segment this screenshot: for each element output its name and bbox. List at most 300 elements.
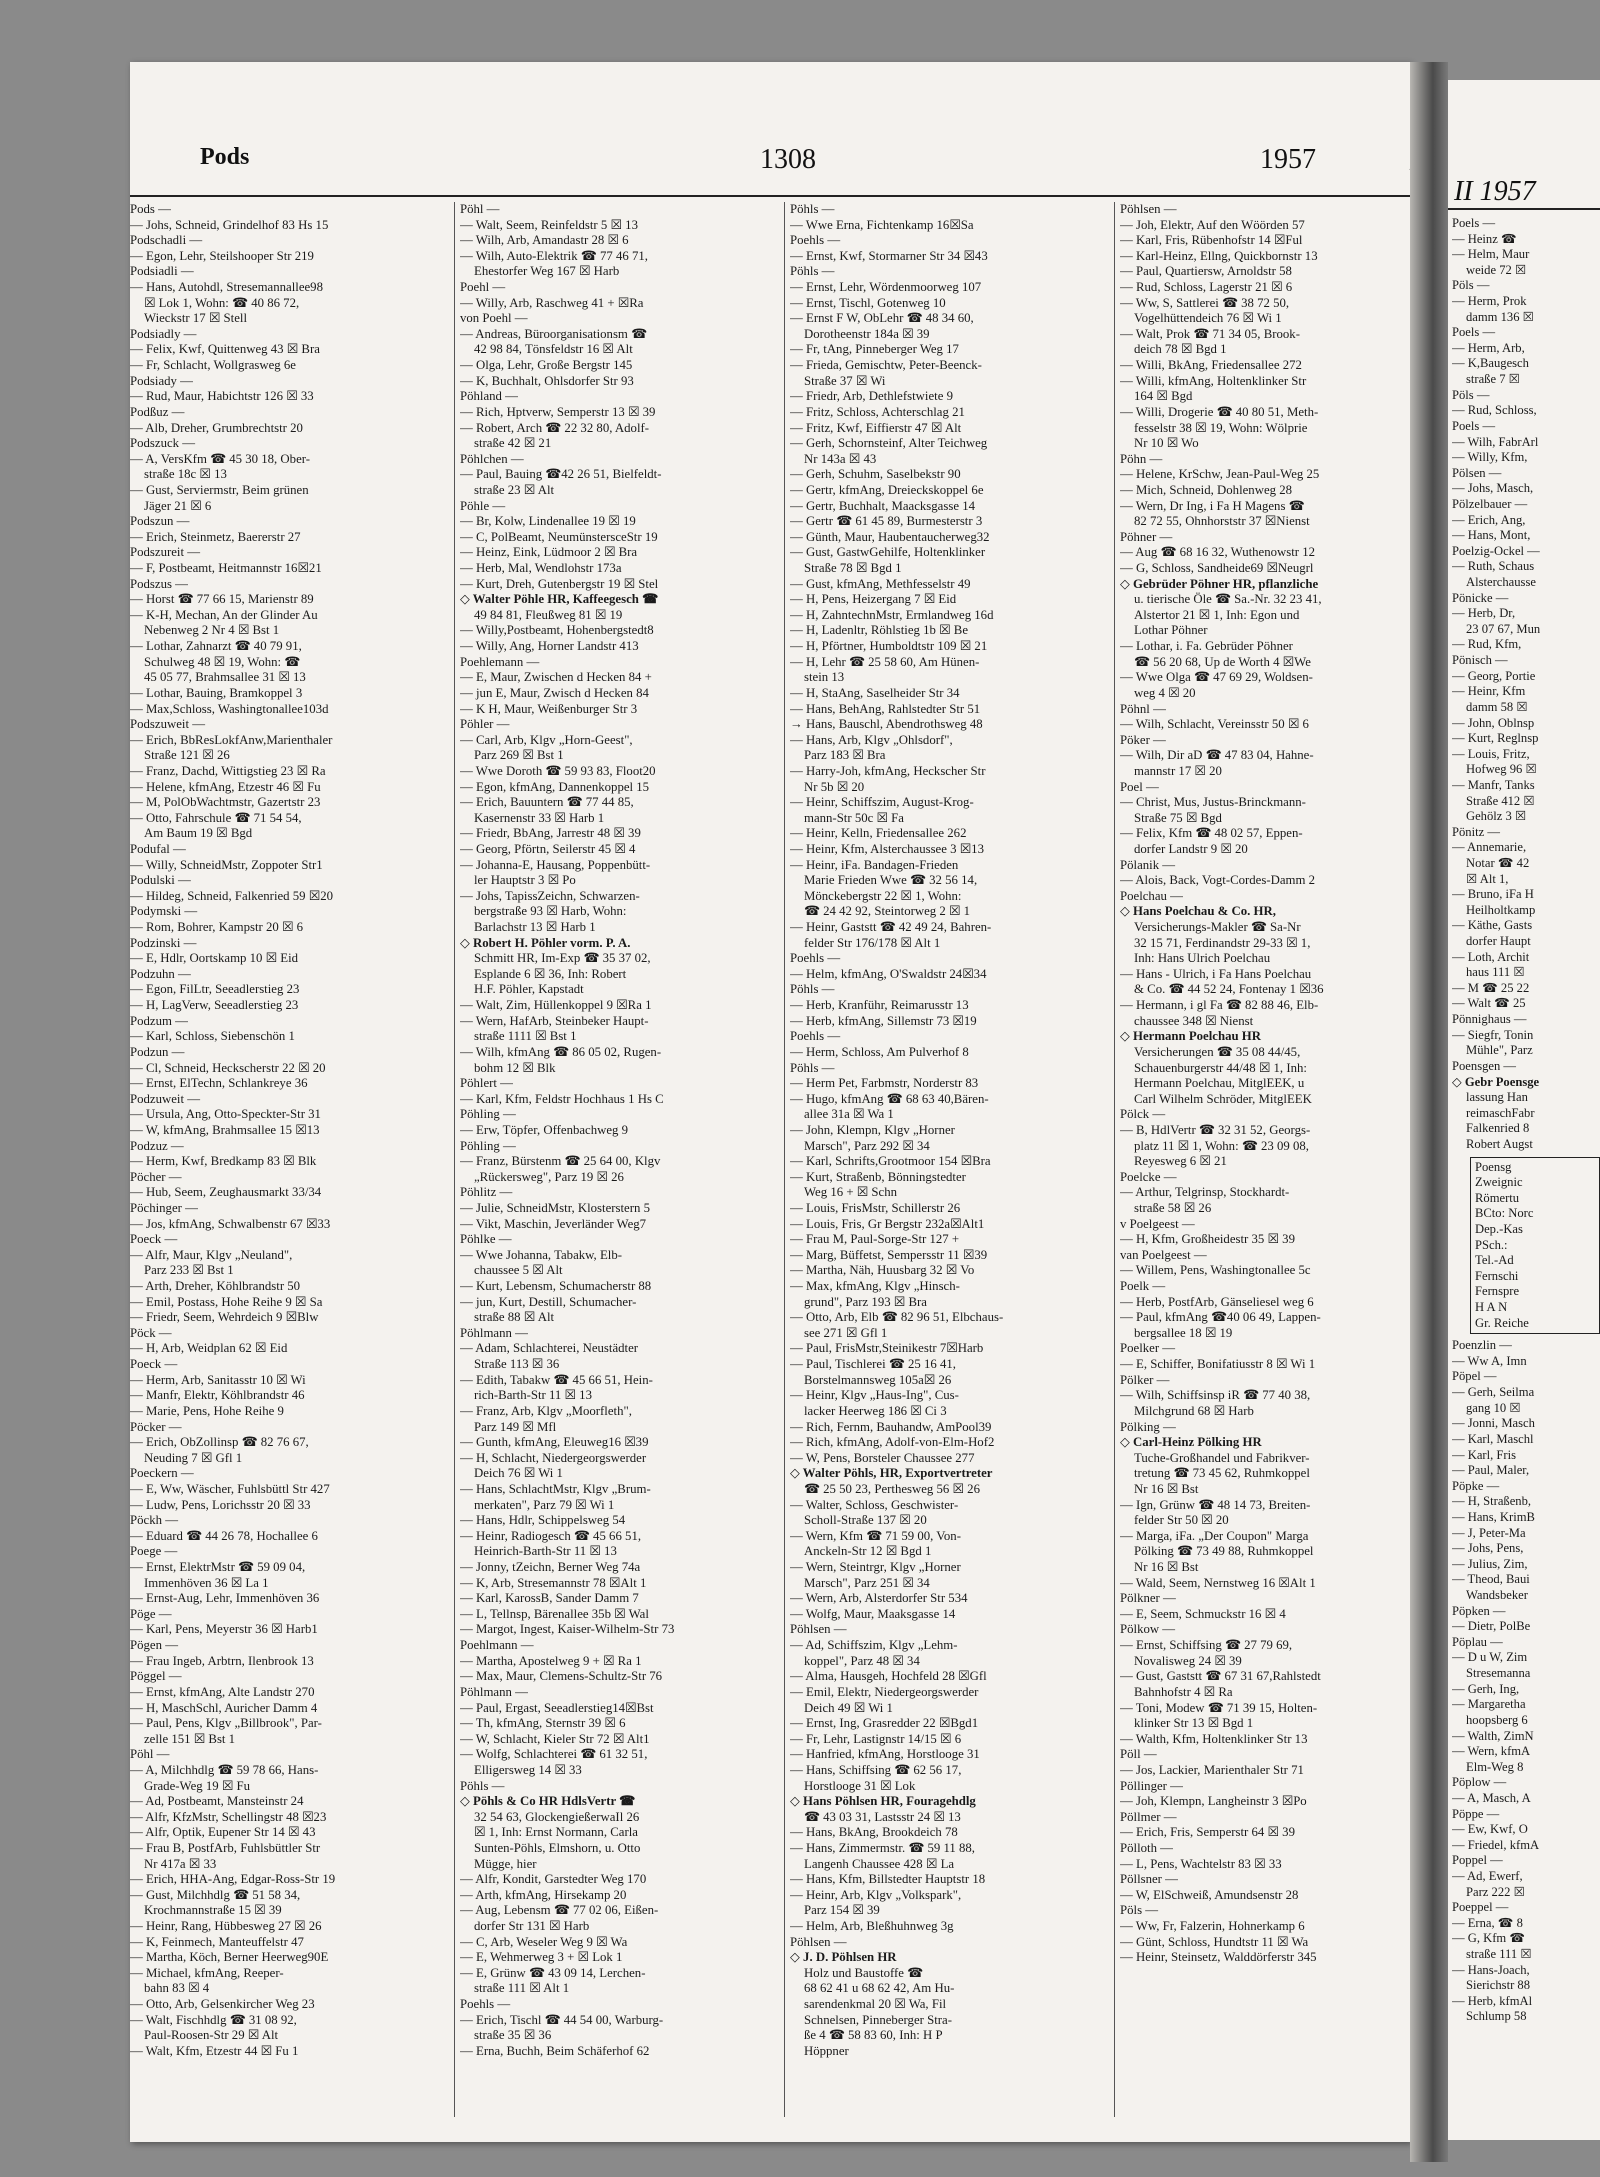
directory-entry-line: Pöhlitz — <box>460 1185 513 1200</box>
right-page-entries-after <box>1452 1338 1600 2025</box>
directory-entry-line: Pöchinger — <box>130 1201 198 1215</box>
directory-entry-line: Pöppe — <box>1452 1806 1500 1821</box>
directory-entry-line: weide 72 ☒ <box>1466 262 1527 277</box>
directory-entry-line: merkaten", Parz 79 ☒ Wi 1 <box>474 1497 615 1512</box>
directory-entry-line: — Herb, Kranführ, Reimarusstr 13 <box>790 998 969 1013</box>
directory-entry-line: ◇ Pöhls & Co HR HdlsVertr ☎ <box>460 1794 636 1809</box>
directory-entry-line: PSch.: <box>1475 1237 1508 1252</box>
directory-entry-line: Pöhlsen — <box>790 1934 847 1949</box>
directory-entry-line: straße 35 ☒ 36 <box>474 2028 552 2043</box>
directory-entry-line: — Arth, Dreher, Köhlbrandstr 50 <box>130 1279 301 1294</box>
directory-entry-line: hoopsberg 6 <box>1466 1712 1528 1727</box>
directory-entry-line: Borstelmannsweg 105a☒ 26 <box>804 1372 952 1387</box>
directory-entry-line: — Walt, Prok ☎ 71 34 05, Brook- <box>1120 326 1300 341</box>
directory-entry-line: Schauenburgerstr 44/48 ☒ 1, Inh: <box>1134 1060 1307 1075</box>
directory-entry-line: — Helm, Arb, Bleßhuhnweg 3g <box>790 1919 954 1934</box>
right-page-entries <box>1452 216 1600 1153</box>
directory-entry-line: — H, MaschSchl, Auricher Damm 4 <box>130 1700 318 1715</box>
directory-entry-line: — Karl, Schloss, Siebenschön 1 <box>130 1029 295 1044</box>
directory-entry-line: — Louis, Fris, Gr Bergstr 232a☒Alt1 <box>790 1216 985 1231</box>
directory-entry-line: Sierichstr 88 <box>1466 1978 1531 1993</box>
directory-entry-line: Pöplau — <box>1452 1634 1503 1649</box>
directory-entry-line: — Helm, kfmAng, O'Swaldstr 24☒34 <box>790 966 987 981</box>
directory-column-1 <box>130 202 448 2060</box>
directory-entry-line: — Gerh, Schornsteinf, Alter Teichweg <box>790 436 988 451</box>
directory-entry-line: — Alma, Hausgeh, Hochfeld 28 ☒Gfl <box>790 1669 987 1684</box>
directory-entry-line: Dep.-Kas <box>1475 1222 1523 1236</box>
directory-entry-line: ße 4 ☎ 58 83 60, Inh: H P <box>804 2028 943 2043</box>
directory-entry-line: — Willi, kfmAng, Holtenklinker Str <box>1120 373 1307 388</box>
directory-entry-line: — Walt ☎ 25 <box>1452 996 1526 1011</box>
directory-entry-line: — Gertr, Buchhalt, Maacksgasse 14 <box>790 498 975 513</box>
directory-entry-line: — Helene, kfmAng, Etzestr 46 ☒ Fu <box>130 779 321 794</box>
directory-entry-line: Mönckebergstr 22 ☒ 1, Wohn: <box>804 888 962 903</box>
directory-entry-line: — Martha, Apostelweg 9 + ☒ Ra 1 <box>460 1653 642 1668</box>
directory-entry-line: Poels — <box>1452 325 1496 340</box>
column-divider <box>454 202 455 2117</box>
directory-column-4 <box>1120 202 1438 1966</box>
directory-entry-line: Parz 233 ☒ Bst 1 <box>144 1263 234 1278</box>
directory-entry-line: Podszuweit — <box>130 717 206 732</box>
directory-entry-line: — Karl, Pens, Meyerstr 36 ☒ Harb1 <box>130 1622 318 1637</box>
directory-entry-line: — Rich, Fernm, Bauhandw, AmPool39 <box>790 1419 992 1434</box>
directory-entry-line: Podzun — <box>130 1044 185 1059</box>
directory-entry-line: — Ernst, Kwf, Stormarner Str 34 ☒43 <box>790 248 988 263</box>
directory-entry-line: Podulski — <box>130 873 191 888</box>
directory-entry-line: — M ☎ 25 22 <box>1452 980 1530 995</box>
directory-entry-line: — Julius, Zim, <box>1452 1556 1528 1571</box>
directory-entry-line: — J, Peter-Ma <box>1452 1525 1526 1540</box>
directory-entry-line: — Hans, SchlachtMstr, Klgv „Brum- <box>460 1481 651 1496</box>
directory-entry-line: — Manfr, Elektr, Köhlbrandstr 46 <box>130 1388 305 1403</box>
directory-entry-line: — Gerh, Seilma <box>1452 1385 1535 1400</box>
directory-entry-line: — Siegfr, Tonin <box>1452 1027 1534 1042</box>
directory-entry-line: — Heinr, Steinsetz, Walddörferstr 345 <box>1120 1950 1317 1965</box>
directory-entry-line: Straße 121 ☒ 26 <box>144 748 230 763</box>
directory-entry-line: Römertu <box>1475 1190 1520 1205</box>
directory-entry-line: Neuding 7 ☒ Gfl 1 <box>144 1450 243 1465</box>
directory-entry-line: Pöhl — <box>130 1747 170 1762</box>
directory-entry-line: — W, ElSchweiß, Amundsenstr 28 <box>1120 1887 1299 1902</box>
directory-entry-line: — Herm, Prok <box>1452 294 1527 309</box>
directory-entry-line: rich-Barth-Str 11 ☒ 13 <box>474 1388 592 1403</box>
directory-entry-line: — Gerh, Ing, <box>1452 1681 1520 1696</box>
directory-entry-line: — Gunth, kfmAng, Eleuweg16 ☒39 <box>460 1435 649 1450</box>
directory-entry-line: Dorotheenstr 184a ☒ 39 <box>804 326 930 341</box>
directory-entry-line: — Egon, FilLtr, Seeadlerstieg 23 <box>130 982 300 997</box>
directory-entry-line: — Johanna-E, Hausang, Poppenbütt- <box>460 857 651 872</box>
directory-entry-line: — Mich, Schneid, Dohlenweg 28 <box>1120 482 1293 497</box>
directory-entry-line: Pöhls — <box>790 982 835 997</box>
directory-entry-line: Pölking — <box>1120 1419 1176 1434</box>
directory-entry-line: bohm 12 ☒ Blk <box>474 1060 556 1075</box>
directory-entry-line: — Wwe Johanna, Tabakw, Elb- <box>460 1247 622 1262</box>
directory-entry-line: — Toni, Modew ☎ 71 39 15, Holten- <box>1120 1700 1318 1715</box>
directory-entry-line: Bahnhofstr 4 ☒ Ra <box>1134 1684 1233 1699</box>
directory-entry-line: — K, Buchhalt, Ohlsdorfer Str 93 <box>460 373 634 388</box>
directory-entry-line: Poeppel — <box>1452 1900 1509 1915</box>
directory-entry-line: see 271 ☒ Gfl 1 <box>804 1325 888 1340</box>
directory-entry-line: — Willem, Pens, Washingtonallee 5c <box>1120 1263 1311 1278</box>
directory-entry-line: Notar ☎ 42 <box>1466 855 1530 870</box>
directory-entry-line: Am Baum 19 ☒ Bgd <box>144 826 253 841</box>
directory-entry-line: — H, Pens, Heizergang 7 ☒ Eid <box>790 592 957 607</box>
directory-entry-line: 23 07 67, Mun <box>1466 621 1541 636</box>
directory-entry-line: — Ww, S, Sattlerei ☎ 38 72 50, <box>1120 295 1290 310</box>
directory-entry-line: Poels — <box>1452 216 1496 230</box>
directory-entry-line: Pöcker — <box>130 1419 182 1434</box>
directory-entry-line: straße 111 ☒ <box>1466 1947 1532 1962</box>
directory-entry-line: Weg 16 + ☒ Schn <box>804 1185 898 1200</box>
directory-entry-line: — Gerh, Schuhm, Saselbekstr 90 <box>790 467 961 482</box>
directory-entry-line: ◇ Gebrüder Pöhner HR, pflanzliche <box>1120 576 1319 591</box>
directory-entry-line: Pölker — <box>1120 1372 1170 1387</box>
directory-entry-line: Hermann Poelchau, MitglEEK, u <box>1134 1076 1305 1091</box>
directory-entry-line: — K H, Maur, Weißenburger Str 3 <box>460 701 638 716</box>
directory-entry-line: — Fr, Lehr, Lastignstr 14/15 ☒ 6 <box>790 1731 962 1746</box>
directory-entry-line: Podsiady — <box>130 373 193 388</box>
directory-entry-line: — Erna, ☎ 8 <box>1452 1915 1523 1930</box>
directory-entry-line: Podzuweit — <box>130 1091 201 1106</box>
directory-entry-line: damm 136 ☒ <box>1466 309 1534 324</box>
directory-entry-line: Schnelsen, Pinneberger Stra- <box>804 2012 952 2027</box>
column-divider <box>784 202 785 2117</box>
directory-entry-line: — Gust, Gaststt ☎ 67 31 67,Rahlstedt <box>1120 1669 1321 1684</box>
directory-entry-line: — Heinr, Schiffszim, August-Krog- <box>790 795 974 810</box>
directory-entry-line: ☎ 24 42 92, Steintorweg 2 ☒ 1 <box>804 904 971 919</box>
directory-entry-line: Versicherungs-Makler ☎ Sa-Nr <box>1134 920 1301 935</box>
directory-entry-line: Straße 412 ☒ <box>1466 793 1535 808</box>
directory-entry-line: Fernschi <box>1475 1268 1519 1283</box>
directory-entry-line: Pöhls — <box>790 1060 835 1075</box>
directory-entry-line: Pöhlchen — <box>460 451 524 466</box>
directory-entry-line: Tuche-Großhandel und Fabrikver- <box>1134 1450 1310 1465</box>
directory-entry-line: Marsch", Parz 292 ☒ 34 <box>804 1138 930 1153</box>
directory-entry-line: Pönitz — <box>1452 824 1500 839</box>
directory-entry-line: — Eduard ☎ 44 26 78, Hochallee 6 <box>130 1528 318 1543</box>
directory-entry-line: — Louis, FrisMstr, Schillerstr 26 <box>790 1201 961 1215</box>
directory-entry-line: Pöplow — <box>1452 1775 1507 1790</box>
directory-entry-line: ☎ 43 03 31, Lastsstr 24 ☒ 13 <box>804 1809 961 1824</box>
directory-entry-line: — Wilh, FabrArl <box>1452 434 1539 449</box>
directory-entry-line: — Heinz, Eink, Lüdmoor 2 ☒ Bra <box>460 545 638 560</box>
directory-entry-line: Podymski — <box>130 904 198 919</box>
directory-entry-line: — H, LagVerw, Seeadlerstieg 23 <box>130 998 299 1013</box>
directory-entry-line: — Erich, BbResLokfAnw,Marienthaler <box>130 732 333 747</box>
directory-entry-line: v Poelgeest — <box>1120 1216 1195 1231</box>
directory-entry-line: — Hans, Hdlr, Schippelsweg 54 <box>460 1513 626 1528</box>
directory-entry-line: — Hans, Kfm, Billstedter Hauptstr 18 <box>790 1872 986 1887</box>
directory-entry-line: Poehls — <box>790 951 841 966</box>
directory-entry-line: — Wilh, Schiffsinsp iR ☎ 77 40 38, <box>1120 1388 1311 1403</box>
directory-entry-line: — Ruth, Schaus <box>1452 559 1535 574</box>
directory-entry-line: BCto: Norc <box>1475 1206 1534 1221</box>
directory-entry-line: — Jos, Lackier, Marienthaler Str 71 <box>1120 1762 1304 1777</box>
directory-entry-line: — E, Schiffer, Bonifatiusstr 8 ☒ Wi 1 <box>1120 1357 1316 1372</box>
directory-entry-line: Poeckern — <box>130 1466 194 1481</box>
directory-entry-line: — Ad, Ewerf, <box>1452 1868 1523 1883</box>
directory-entry-line: — Felix, Kfm ☎ 48 02 57, Eppen- <box>1120 826 1303 841</box>
directory-entry-line: Wandsbeker <box>1466 1588 1528 1603</box>
directory-entry-line: Podzum — <box>130 1013 188 1028</box>
directory-entry-line: — Joh, Elektr, Auf den Wöörden 57 <box>1120 217 1305 232</box>
directory-entry-line: Parz 269 ☒ Bst 1 <box>474 748 564 763</box>
directory-entry-line: — Margaretha <box>1452 1697 1526 1712</box>
directory-entry-line: — Friedel, kfmA <box>1452 1837 1540 1852</box>
directory-entry-line: — Ernst, ElektrMstr ☎ 59 09 04, <box>130 1560 306 1575</box>
directory-entry-line: — Frau B, PostfArb, Fuhlsbüttler Str <box>130 1840 321 1855</box>
directory-entry-line: Parz 149 ☒ Mfl <box>474 1419 557 1434</box>
directory-entry-line: Anckeln-Str 12 ☒ Bgd 1 <box>804 1544 932 1559</box>
directory-entry-line: — Erich, Tischl ☎ 44 54 00, Warburg- <box>460 2012 664 2027</box>
directory-entry-line: — Günth, Maur, Haubentaucherweg32 <box>790 529 990 544</box>
directory-entry-line: Pöhling — <box>460 1138 516 1153</box>
directory-entry-line: — H, Straßenb, <box>1452 1494 1532 1509</box>
directory-entry-line: — Johs, Masch, <box>1452 481 1534 496</box>
directory-entry-line: gang 10 ☒ <box>1466 1400 1521 1415</box>
directory-entry-line: — Wilh, Dir aD ☎ 47 83 04, Hahne- <box>1120 748 1314 763</box>
directory-entry-line: — Karl, Fris, Rübenhofstr 14 ☒Ful <box>1120 233 1303 248</box>
directory-entry-line: Podzinski — <box>130 935 197 950</box>
directory-entry-line: — Erna, Buchh, Beim Schäferhof 62 <box>460 2043 650 2058</box>
directory-entry-line: — Herm Pet, Farbmstr, Norderstr 83 <box>790 1076 979 1091</box>
directory-entry-line: — Rich, kfmAng, Adolf-von-Elm-Hof2 <box>790 1435 995 1450</box>
directory-entry-line: — H, Pförtner, Humboldtstr 109 ☒ 21 <box>790 639 988 654</box>
directory-entry-line: — Egon, kfmAng, Dannenkoppel 15 <box>460 779 650 794</box>
directory-entry-line: Pöker — <box>1120 732 1166 747</box>
directory-entry-line: Schulweg 48 ☒ 19, Wohn: ☎ <box>144 654 301 669</box>
directory-entry-line: — Ad, Schiffszim, Klgv „Lehm- <box>790 1638 958 1653</box>
directory-entry-line: Ehestorfer Weg 167 ☒ Harb <box>474 264 620 279</box>
directory-entry-line: dorfer Str 131 ☒ Harb <box>474 1919 590 1934</box>
directory-entry-line: — Herm, Kwf, Bredkamp 83 ☒ Blk <box>130 1154 317 1169</box>
directory-entry-line: Parz 222 ☒ <box>1466 1884 1525 1899</box>
directory-entry-line: straße 111 ☒ Alt 1 <box>474 1981 570 1996</box>
directory-entry-line: — Wwe Erna, Fichtenkamp 16☒Sa <box>790 217 974 232</box>
right-page-column <box>1452 216 1600 2025</box>
directory-entry-line: — Paul, Ergast, Seeadlerstieg14☒Bst <box>460 1700 654 1715</box>
directory-entry-line: Pölanik — <box>1120 857 1176 872</box>
directory-entry-line: Jäger 21 ☒ 6 <box>144 498 212 513</box>
directory-entry-line: — Erich, Fris, Semperstr 64 ☒ 39 <box>1120 1825 1295 1840</box>
directory-entry-line: — Margot, Ingest, Kaiser-Wilhelm-Str 73 <box>460 1622 675 1637</box>
directory-entry-line: — John, Klempn, Klgv „Horner <box>790 1122 955 1137</box>
directory-entry-line: Robert Augst <box>1466 1136 1533 1151</box>
directory-entry-line: Poppel — <box>1452 1853 1503 1868</box>
directory-entry-line: Pöhlmann — <box>460 1325 528 1340</box>
directory-entry-line: — C, PolBeamt, NeumünstersceStr 19 <box>460 529 658 544</box>
directory-entry-line: 49 84 81, Fleußweg 81 ☒ 19 <box>474 607 623 622</box>
directory-entry-line: — Max,Schloss, Washingtonallee103d <box>130 701 329 716</box>
directory-entry-line: Straße 78 ☒ Bgd 1 <box>804 561 902 576</box>
directory-entry-line: 68 62 41 u 68 62 42, Am Hu- <box>804 1981 955 1996</box>
directory-entry-line: — Hub, Seem, Zeughausmarkt 33/34 <box>130 1185 322 1200</box>
directory-entry-line: Pönnighaus — <box>1452 1012 1527 1027</box>
directory-entry-line: — Egon, Lehr, Steilshooper Str 219 <box>130 248 314 263</box>
directory-entry-line: Nr 143a ☒ 43 <box>804 451 877 466</box>
directory-entry-line: — Gertr, kfmAng, Dreieckskoppel 6e <box>790 482 984 497</box>
directory-entry-line: — K, Arb, Stresemannstr 78 ☒Alt 1 <box>460 1575 647 1590</box>
directory-entry-line: — Ernst-Aug, Lehr, Immenhöven 36 <box>130 1591 320 1606</box>
directory-entry-line: — H, StaAng, Saselheider Str 34 <box>790 685 960 700</box>
directory-entry-line: Pöhls — <box>460 1778 505 1793</box>
directory-entry-line: — Horst ☎ 77 66 15, Marienstr 89 <box>130 592 314 607</box>
directory-entry-line: — F, Postbeamt, Heitmannstr 16☒21 <box>130 561 322 576</box>
directory-entry-line: — Heinr, Rang, Hübbesweg 27 ☒ 26 <box>130 1919 322 1934</box>
directory-entry-line: — Heinr, iFa. Bandagen-Frieden <box>790 857 959 872</box>
directory-entry-line: — H, Schlacht, Niedergeorgswerder <box>460 1450 647 1465</box>
directory-entry-line: — E, Hdlr, Oortskamp 10 ☒ Eid <box>130 951 299 966</box>
directory-entry-line: — D u W, Zim <box>1452 1650 1528 1665</box>
directory-entry-line: ◇ Walter Pöhls, HR, Exportvertreter <box>790 1466 993 1481</box>
directory-entry-line: Pöls — <box>1120 1903 1159 1918</box>
directory-entry-line: — H, ZahntechnMstr, Ermlandweg 16d <box>790 607 994 622</box>
directory-entry-line: Podzuz — <box>130 1138 184 1153</box>
directory-entry-line: — Hanfried, kfmAng, Horstlooge 31 <box>790 1747 980 1762</box>
directory-entry-line: — Walter, Schloss, Geschwister- <box>790 1497 959 1512</box>
directory-entry-line: — Alb, Dreher, Grumbrechtstr 20 <box>130 420 303 435</box>
directory-entry-line: — Jonni, Masch <box>1452 1416 1535 1431</box>
directory-entry-line: Pönisch — <box>1452 653 1508 668</box>
directory-entry-line: — Arth, kfmAng, Hirsekamp 20 <box>460 1887 627 1902</box>
directory-entry-line: — Rud, Schloss, <box>1452 403 1537 418</box>
directory-entry-line: Straße 37 ☒ Wi <box>804 373 886 388</box>
directory-entry-line: mannstr 17 ☒ 20 <box>1134 763 1222 778</box>
directory-entry-line: — H, Kfm, Großheidestr 35 ☒ 39 <box>1120 1232 1295 1247</box>
directory-entry-line: Pönicke — <box>1452 590 1509 605</box>
directory-entry-line: 45 05 77, Brahmsallee 31 ☒ 13 <box>144 670 306 685</box>
directory-entry-line: Pögen — <box>130 1638 178 1653</box>
directory-entry-line: — Ew, Kwf, O <box>1452 1822 1528 1837</box>
directory-entry-line: — Hans-Joach, <box>1452 1962 1530 1977</box>
directory-entry-line: — Heinr, Kfm, Alsterchaussee 3 ☒13 <box>790 841 984 856</box>
page-year: 1957 <box>1260 144 1316 175</box>
directory-entry-line: Podsiadli — <box>130 264 194 279</box>
directory-entry-line: — Ww A, Imn <box>1452 1353 1527 1368</box>
directory-entry-line: — Felix, Kwf, Quittenweg 43 ☒ Bra <box>130 342 320 357</box>
directory-entry-line: ☒ Alt 1, <box>1466 871 1509 886</box>
directory-entry-line: — L, Pens, Wachtelstr 83 ☒ 33 <box>1120 1856 1282 1871</box>
directory-entry-line: Pöhlsen — <box>790 1622 847 1637</box>
directory-entry-line: — Aug ☎ 68 16 32, Wuthenowstr 12 <box>1120 545 1316 560</box>
directory-entry-line: „Rückersweg", Parz 19 ☒ 26 <box>474 1169 624 1184</box>
directory-entry-line: Schlump 58 <box>1466 2009 1527 2024</box>
directory-entry-line: — Frau Ingeb, Arbtrn, Ilenbrook 13 <box>130 1653 314 1668</box>
directory-entry-line: Reyesweg 6 ☒ 21 <box>1134 1154 1227 1169</box>
directory-entry-line: Pöhnl — <box>1120 701 1166 716</box>
directory-entry-line: Elm-Weg 8 <box>1466 1759 1524 1774</box>
directory-entry-line: — Otto, Arb, Elb ☎ 82 96 51, Elbchaus- <box>790 1310 1004 1325</box>
directory-entry-line: Pöggel — <box>130 1669 182 1684</box>
directory-entry-line: — Carl, Arb, Klgv „Horn-Geest", <box>460 732 633 747</box>
directory-entry-line: — Gust, Serviermstr, Beim grünen <box>130 482 309 497</box>
directory-entry-line: — Fritz, Kwf, Eiffierstr 47 ☒ Alt <box>790 420 962 435</box>
directory-entry-line: Gr. Reiche <box>1475 1315 1529 1330</box>
directory-entry-line: — Erich, ObZollinsp ☎ 82 76 67, <box>130 1435 309 1450</box>
directory-entry-line: bahn 83 ☒ 4 <box>144 1981 210 1996</box>
directory-entry-line: — Johs, TapissZeichn, Schwarzen- <box>460 888 640 903</box>
directory-entry-line: — Johs, Pens, <box>1452 1541 1524 1556</box>
directory-entry-line: Versicherungen ☎ 35 08 44/45, <box>1134 1044 1301 1059</box>
directory-column-3 <box>790 202 1108 2060</box>
directory-entry-line: — Rich, Hptverw, Semperstr 13 ☒ 39 <box>460 404 656 419</box>
directory-page-left <box>130 62 1410 2142</box>
directory-entry-line: Pölsen — <box>1452 465 1502 480</box>
directory-entry-line: Pöhn — <box>1120 451 1163 466</box>
directory-entry-line: — Herb, PostfArb, Gänseliesel weg 6 <box>1120 1294 1314 1309</box>
directory-entry-line: — Alfr, KfzMstr, Schellingstr 48 ☒23 <box>130 1809 327 1824</box>
directory-entry-line: bergstraße 93 ☒ Harb, Wohn: <box>474 904 627 919</box>
directory-entry-line: von Poehl — <box>460 311 528 326</box>
directory-entry-line: Podufal — <box>130 841 186 856</box>
directory-entry-line: Poehls — <box>790 1029 841 1044</box>
directory-entry-line: Scholl-Straße 137 ☒ 20 <box>804 1513 927 1528</box>
directory-entry-line: — Harry-Joh, kfmAng, Heckscher Str <box>790 763 986 778</box>
directory-entry-line: — B, HdlVertr ☎ 32 31 52, Georgs- <box>1120 1122 1311 1137</box>
directory-entry-line: — Wern, kfmA <box>1452 1744 1531 1759</box>
directory-entry-line: — Robert, Arch ☎ 22 32 80, Adolf- <box>460 420 650 435</box>
directory-entry-line: — Marg, Büffetst, Sempersstr 11 ☒39 <box>790 1247 988 1262</box>
directory-column-2 <box>460 202 778 2060</box>
directory-entry-line: Poehls — <box>460 1997 511 2012</box>
directory-entry-line: Poelcke — <box>1120 1169 1177 1184</box>
directory-entry-line: Poenzlin — <box>1452 1338 1512 1353</box>
directory-entry-line: — Erich, HHA-Ang, Edgar-Ross-Str 19 <box>130 1872 336 1887</box>
directory-entry-line: — Hans, Autohdl, Stresemannallee98 <box>130 280 323 295</box>
directory-entry-line: — Frau M, Paul-Sorge-Str 127 + <box>790 1232 960 1247</box>
directory-entry-line: — Fritz, Schloss, Achterschlag 21 <box>790 404 965 419</box>
directory-entry-line: — Kurt, Reglnsp <box>1452 731 1539 746</box>
directory-entry-line: Podszun — <box>130 514 190 529</box>
directory-entry-line: — Wilh, kfmAng ☎ 86 05 02, Rugen- <box>460 1044 662 1059</box>
right-page-head <box>1454 176 1536 208</box>
directory-entry-line: — Christ, Mus, Justus-Brinckmann- <box>1120 795 1306 810</box>
directory-entry-line: — L, Tellnsp, Bärenallee 35b ☒ Wal <box>460 1606 649 1621</box>
directory-entry-line: Krochmannstraße 15 ☒ 39 <box>144 1903 282 1918</box>
directory-entry-line: straße 18c ☒ 13 <box>144 467 227 482</box>
directory-entry-line: Pöllsner — <box>1120 1872 1178 1887</box>
directory-entry-line: → Hans, Bauschl, Abendrothsweg 48 <box>790 717 983 732</box>
directory-entry-line: Heilholtkamp <box>1466 902 1536 917</box>
directory-entry-line: Nr 16 ☒ Bst <box>1134 1560 1199 1575</box>
directory-entry-line: Poelk — <box>1120 1279 1166 1294</box>
directory-entry-line: straße 1111 ☒ Bst 1 <box>474 1029 577 1044</box>
directory-entry-line: Elligersweg 14 ☒ 33 <box>474 1762 582 1777</box>
directory-entry-line: — Paul, Tischlerei ☎ 25 16 41, <box>790 1357 956 1372</box>
directory-entry-line: felder Str 176/178 ☒ Alt 1 <box>804 935 941 950</box>
directory-entry-line: — E, Ww, Wäscher, Fuhlsbüttl Str 427 <box>130 1481 330 1496</box>
directory-entry-line: — Olga, Lehr, Große Bergstr 145 <box>460 358 633 373</box>
directory-entry-line: Pöhling — <box>460 1107 516 1122</box>
directory-entry-line: Straße 113 ☒ 36 <box>474 1357 560 1372</box>
directory-entry-line: — Erw, Töpfer, Offenbachweg 9 <box>460 1122 629 1137</box>
directory-entry-line: — H, Arb, Weidplan 62 ☒ Eid <box>130 1341 288 1356</box>
directory-entry-line: Pöcher — <box>130 1169 182 1184</box>
directory-entry-line: Mügge, hier <box>474 1856 537 1871</box>
directory-entry-line: — Helm, Maur <box>1452 247 1530 262</box>
directory-entry-line: 32 54 63, GlockengießerwaIl 26 <box>474 1809 640 1824</box>
directory-entry-line: haus 111 ☒ <box>1466 965 1525 980</box>
directory-entry-line: Pölking ☎ 73 49 88, Ruhmkoppel <box>1134 1544 1314 1559</box>
directory-entry-line: zelle 151 ☒ Bst 1 <box>144 1731 236 1746</box>
directory-entry-line: — Karl, Maschl <box>1452 1431 1534 1446</box>
directory-entry-line: — Walt, Seem, Reinfeldstr 5 ☒ 13 <box>460 217 638 232</box>
directory-entry-line: ◇ Hermann Poelchau HR <box>1120 1029 1262 1044</box>
directory-entry-line: Esplande 6 ☒ 36, Inh: Robert <box>474 966 627 981</box>
directory-entry-line: — Willi, BkAng, Friedensallee 272 <box>1120 358 1302 373</box>
directory-entry-line: Poels — <box>1452 418 1496 433</box>
directory-entry-line: — Vikt, Maschin, Jeverländer Weg7 <box>460 1216 647 1231</box>
